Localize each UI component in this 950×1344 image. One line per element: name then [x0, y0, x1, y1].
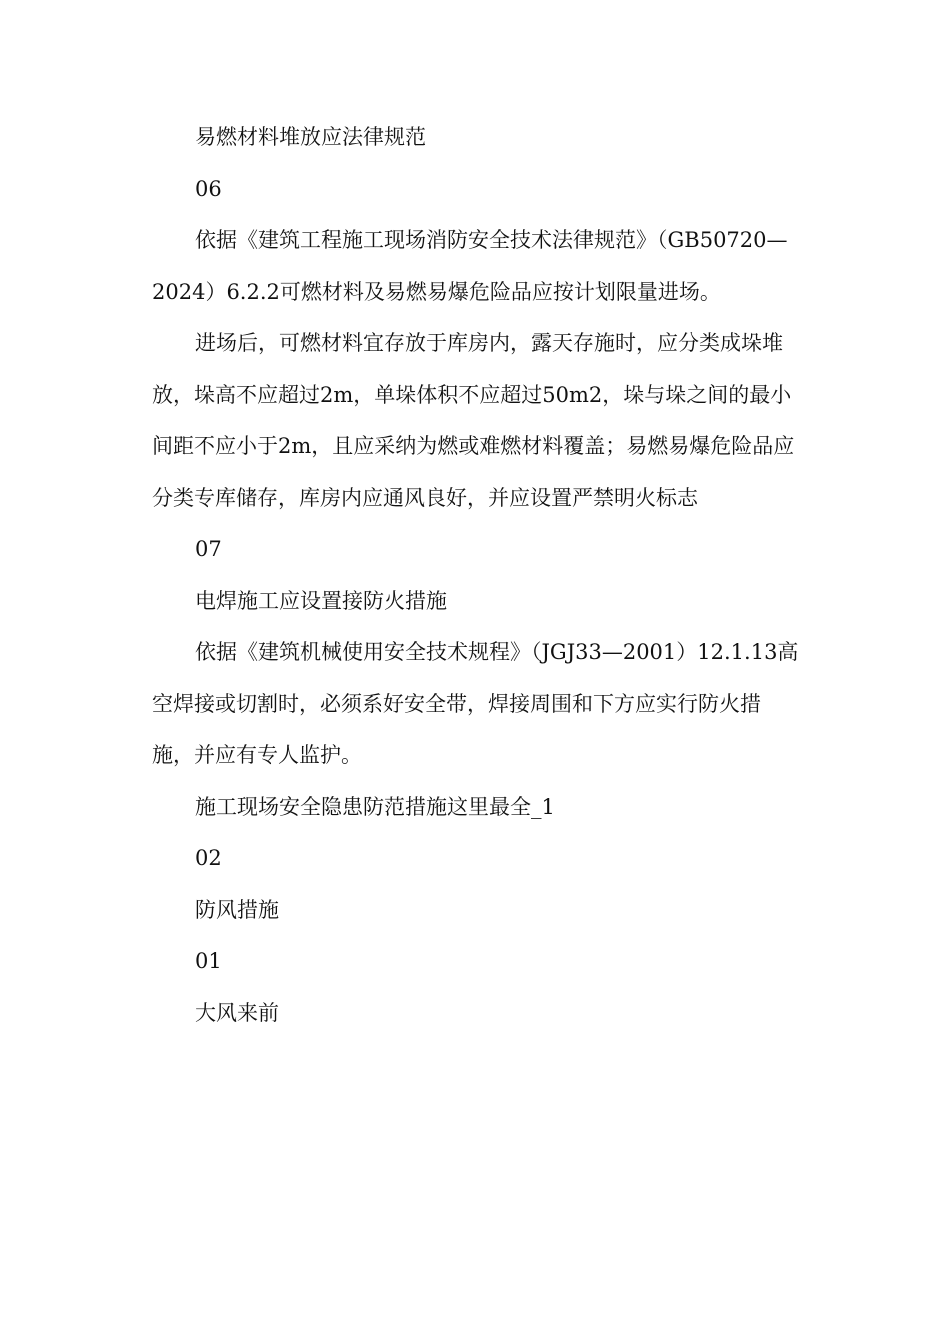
document-body — [152, 112, 800, 1039]
heading-welding-fire-prevention: 电焊施工应设置接防火措施 — [195, 588, 447, 613]
section-number-07: 07 — [195, 537, 222, 561]
heading-wind-protection: 防风措施 — [195, 897, 279, 922]
heading-before-strong-wind: 大风来前 — [195, 1000, 279, 1025]
section-number-02: 02 — [195, 846, 222, 870]
heading-site-hazard-prevention: 施工现场安全隐患防范措施这里最全_1 — [195, 794, 555, 819]
paragraph-gb50720-basis: 依据《建筑工程施工现场消防安全技术法律规范》（GB50720—2024）6.2.2可燃材料及易燃易爆危险品应按计划限量进场。 — [152, 228, 788, 304]
heading-flammable-storage: 易燃材料堆放应法律规范 — [195, 125, 426, 149]
paragraph-jgj33-basis: 依据《建筑机械使用安全技术规程》（JGJ33—2001）12.1.13高空焊接或切割时，必须系好安全带，焊接周围和下方应实行防火措施，并应有专人监护。 — [152, 640, 799, 767]
section-number-06: 06 — [195, 176, 222, 201]
paragraph-storage-requirements: 进场后，可燃材料宜存放于库房内，露天存施时，应分类成垛堆放，垛高不应超过2m，单垛体积不应超过50m2，垛与垛之间的最小间距不应小于2m，且应采纳为燃或难燃材料覆盖；易燃易爆危险品应分类专库储存，库房内应通风良好，并应设置严禁明火标志 — [152, 331, 795, 510]
section-number-01: 01 — [195, 949, 222, 973]
